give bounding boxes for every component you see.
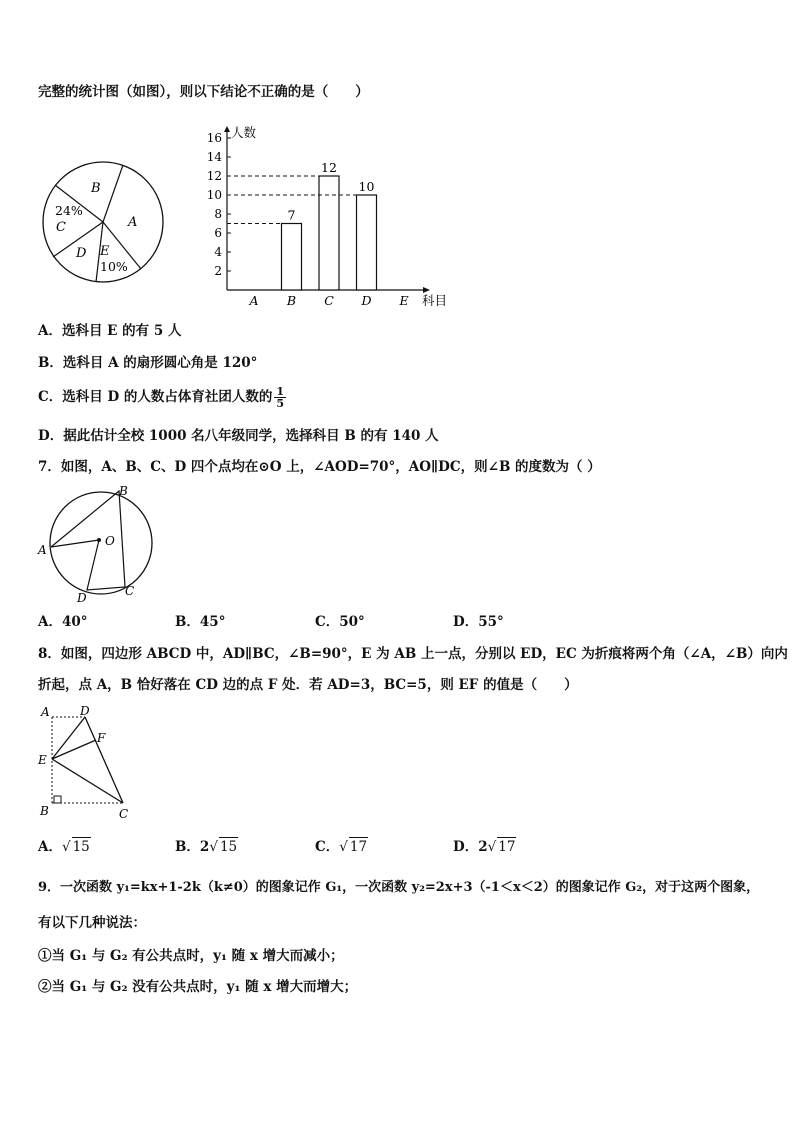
y-tick-label: 8 bbox=[214, 207, 222, 221]
y-tick-label: 6 bbox=[214, 226, 222, 240]
pie-percent-e: 10% bbox=[100, 259, 128, 274]
option-prefix: D． bbox=[453, 839, 479, 855]
q8-option-c bbox=[315, 837, 368, 856]
radicand: 15 bbox=[219, 839, 238, 855]
sqrt-icon: √ bbox=[339, 839, 348, 855]
q6-stem: 完整的统计图（如图），则以下结论不正确的是（ ） bbox=[38, 84, 369, 100]
q8-quadrilateral-figure bbox=[35, 702, 135, 824]
q8-label-c: C bbox=[119, 807, 129, 821]
q8-label-a: A bbox=[41, 705, 50, 719]
q8-label-e: E bbox=[38, 753, 47, 767]
y-tick-label: 14 bbox=[206, 150, 222, 164]
q6-option-c-text: C．选科目 D 的人数占体育社团人数的 bbox=[38, 389, 273, 405]
q6-option-c-fraction bbox=[274, 386, 286, 409]
q9-stem-line2: 有以下几种说法： bbox=[38, 915, 146, 931]
pie-label-b: B bbox=[91, 181, 101, 196]
q7-option-a: A．40° bbox=[38, 614, 88, 630]
y-tick-label: 10 bbox=[206, 188, 222, 202]
q7-stem: 7．如图，A、B、C、D 四个点均在⊙O 上，∠AOD=70°，AO∥DC，则∠B 的度数为（ ） bbox=[38, 459, 601, 475]
q8-stem-line1: 8．如图，四边形 ABCD 中，AD∥BC，∠B=90°，E 为 AB 上一点，分别以 ED，EC 为折痕将两个角（∠A，∠B）向内 bbox=[38, 646, 788, 662]
pie-label-d: D bbox=[76, 246, 87, 261]
q7-circle-figure bbox=[35, 483, 160, 608]
pie-chart bbox=[40, 160, 170, 285]
sqrt-icon: √ bbox=[487, 839, 497, 855]
q7-option-c: C．50° bbox=[315, 614, 365, 630]
q6-option-c bbox=[38, 386, 286, 409]
q8-label-b: B bbox=[40, 804, 49, 818]
coefficient: 2 bbox=[478, 839, 488, 855]
q9-statement-1: ①当 G₁ 与 G₂ 有公共点时，y₁ 随 x 增大而减小； bbox=[38, 948, 344, 964]
q8-label-d: D bbox=[80, 704, 90, 718]
data-label: 10 bbox=[358, 179, 375, 194]
q6-option-a: A．选科目 E 的有 5 人 bbox=[38, 323, 182, 339]
q8-stem-line2: 折起，点 A，B 恰好落在 CD 边的点 F 处．若 AD=3，BC=5，则 EF 的值是（ ） bbox=[38, 677, 578, 693]
x-tick-label: E bbox=[399, 293, 409, 308]
x-tick-label: D bbox=[361, 293, 372, 308]
coefficient: 2 bbox=[199, 839, 210, 855]
y-axis-label: 人数 bbox=[231, 125, 257, 140]
fraction-denominator: 5 bbox=[276, 397, 285, 410]
q7-option-d: D．55° bbox=[453, 614, 504, 630]
q9-stem-line1: 9．一次函数 y₁=kx+1-2k（k≠0）的图象记作 G₁，一次函数 y₂=2x+3（-1＜x＜2）的图象记作 G₂，对于这两个图象， bbox=[38, 880, 760, 895]
q8-option-d bbox=[453, 837, 516, 856]
option-prefix: C． bbox=[315, 839, 340, 855]
q7-option-b: B．45° bbox=[175, 614, 226, 630]
x-tick-label: C bbox=[324, 293, 334, 308]
bar bbox=[319, 176, 339, 290]
q8-option-b bbox=[175, 837, 238, 856]
pie-label-a: A bbox=[128, 215, 138, 230]
x-tick-label: B bbox=[286, 293, 297, 308]
bar bbox=[282, 224, 302, 291]
q9-statement-2: ②当 G₁ 与 G₂ 没有公共点时，y₁ 随 x 增大而增大； bbox=[38, 979, 358, 995]
q6-option-b: B．选科目 A 的扇形圆心角是 120° bbox=[38, 355, 258, 371]
x-axis-label: 科目 bbox=[422, 293, 448, 308]
sqrt-icon: √ bbox=[209, 839, 218, 855]
q7-label-b: B bbox=[119, 484, 128, 498]
data-label: 7 bbox=[287, 207, 296, 223]
bar-chart bbox=[200, 112, 455, 312]
q7-label-o: O bbox=[105, 534, 115, 548]
radicand: 17 bbox=[349, 839, 368, 855]
pie-label-c: C bbox=[56, 220, 66, 235]
pie-label-e: E bbox=[100, 244, 110, 259]
q7-label-d: D bbox=[77, 591, 87, 605]
option-prefix: A． bbox=[38, 839, 62, 855]
fraction-numerator: 1 bbox=[276, 385, 285, 398]
pie-percent-c: 24% bbox=[55, 203, 83, 218]
data-label: 12 bbox=[321, 160, 337, 175]
q8-option-a bbox=[38, 837, 91, 856]
y-tick-label: 4 bbox=[214, 245, 222, 259]
y-tick-label: 2 bbox=[214, 264, 222, 278]
q7-label-a: A bbox=[38, 543, 47, 557]
y-axis-arrow bbox=[224, 126, 230, 132]
radicand: 17 bbox=[498, 839, 516, 855]
q8-label-f: F bbox=[97, 731, 106, 745]
radicand: 15 bbox=[72, 839, 90, 855]
q6-option-d: D．据此估计全校 1000 名八年级同学，选择科目 B 的有 140 人 bbox=[38, 428, 439, 444]
option-prefix: B． bbox=[175, 839, 200, 855]
sqrt-icon: √ bbox=[61, 839, 71, 855]
y-tick-label: 12 bbox=[206, 169, 222, 183]
x-tick-label: A bbox=[249, 293, 259, 308]
q7-label-c: C bbox=[125, 584, 135, 598]
bar bbox=[357, 195, 377, 290]
y-tick-label: 16 bbox=[206, 131, 222, 145]
